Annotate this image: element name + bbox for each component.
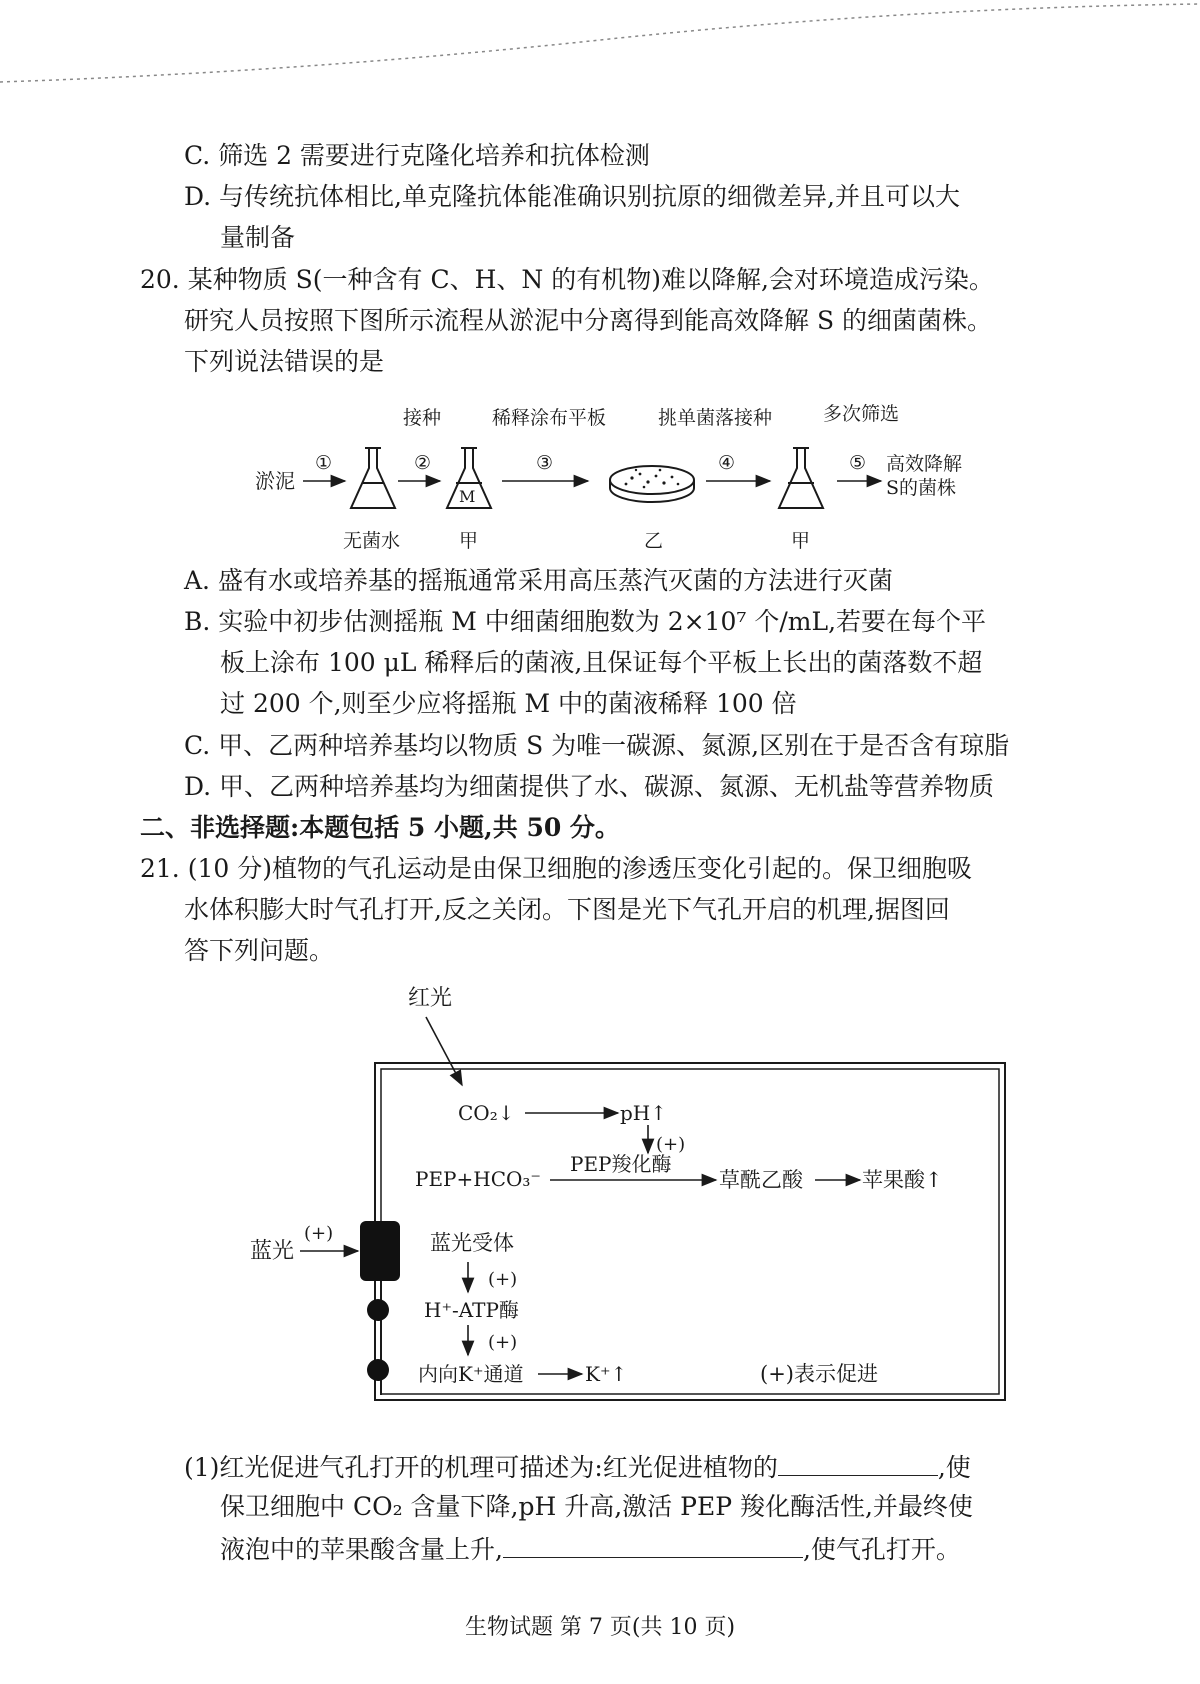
top-dashed-line bbox=[0, 0, 1200, 90]
legend-label: (+)表示促进 bbox=[760, 1362, 878, 1386]
malic-acid-label: 苹果酸↑ bbox=[862, 1168, 943, 1192]
q20-option-b-line1: B. 实验中初步估测摇瓶 M 中细菌细胞数为 2×10⁷ 个/mL,若要在每个平 bbox=[184, 607, 987, 636]
q20-option-d: D. 甲、乙两种培养基均为细菌提供了水、碳源、氮源、无机盐等营养物质 bbox=[184, 772, 995, 801]
isolation-flow-diagram bbox=[240, 400, 1020, 560]
flow-label-screen: 多次筛选 bbox=[823, 403, 900, 425]
dish-colonies bbox=[625, 469, 680, 489]
flow-end-label-2: S的菌株 bbox=[886, 477, 957, 499]
q21-sub1-line1-text: (1)红光促进气孔打开的机理可描述为:红光促进植物的 bbox=[184, 1453, 778, 1482]
q21-sub1-line3-tail: ,使气孔打开。 bbox=[802, 1535, 961, 1564]
flask-jia-2 bbox=[779, 448, 823, 508]
flow-label-inoculate: 接种 bbox=[403, 407, 442, 429]
ph-plus: (+) bbox=[656, 1134, 686, 1155]
blue-light-plus: (+) bbox=[304, 1223, 334, 1244]
q21-stem-line3: 答下列问题。 bbox=[184, 936, 335, 965]
page-footer: 生物试题 第 7 页(共 10 页) bbox=[464, 1615, 736, 1640]
q20-option-b-line3: 过 200 个,则至少应将摇瓶 M 中的菌液稀释 100 倍 bbox=[220, 689, 797, 718]
q21-sub1-line3-text: 液泡中的苹果酸含量上升, bbox=[220, 1535, 503, 1564]
q20-stem-line3: 下列说法错误的是 bbox=[184, 347, 385, 376]
oxaloacetate-label: 草酰乙酸 bbox=[719, 1168, 803, 1192]
petri-dish bbox=[610, 466, 694, 502]
q21-stem-line2: 水体积膨大时气孔打开,反之关闭。下图是光下气孔开启的机理,据图回 bbox=[184, 895, 950, 924]
flow-step2: ② bbox=[414, 452, 432, 474]
flow-step3: ③ bbox=[536, 452, 554, 474]
flow-step4: ④ bbox=[718, 452, 736, 474]
flow-step1: ① bbox=[315, 452, 333, 474]
flow-step5: ⑤ bbox=[849, 452, 867, 474]
section-2-heading: 二、非选择题:本题包括 5 小题,共 50 分。 bbox=[140, 813, 620, 842]
k-channel-label: 内向K⁺通道 bbox=[418, 1362, 524, 1386]
flask1-label: 无菌水 bbox=[343, 530, 401, 552]
q20-stem-line1: 20. 某种物质 S(一种含有 C、H、N 的有机物)难以降解,会对环境造成污染。 bbox=[140, 265, 994, 294]
ph-label: pH↑ bbox=[620, 1101, 668, 1125]
blue-receptor-label: 蓝光受体 bbox=[430, 1231, 514, 1255]
flow-label-dilute: 稀释涂布平板 bbox=[492, 407, 607, 429]
membrane-protein-2 bbox=[367, 1359, 389, 1381]
blue-light-label: 蓝光 bbox=[250, 1239, 295, 1264]
enzyme-label: PEP羧化酶 bbox=[570, 1152, 672, 1176]
atpase-label: H⁺-ATP酶 bbox=[424, 1298, 519, 1322]
pep-label: PEP+HCO₃⁻ bbox=[415, 1167, 541, 1191]
receptor-plus: (+) bbox=[488, 1269, 518, 1290]
q21-stem-line1: 21. (10 分)植物的气孔运动是由保卫细胞的渗透压变化引起的。保卫细胞吸 bbox=[140, 854, 972, 883]
red-light-arrow bbox=[426, 1017, 462, 1085]
k-up-label: K⁺↑ bbox=[585, 1362, 628, 1386]
answer-blank-1[interactable] bbox=[778, 1451, 938, 1476]
flask3-label: 甲 bbox=[791, 530, 811, 552]
flow-start-label: 淤泥 bbox=[255, 469, 295, 493]
flask-sterile-water bbox=[351, 448, 395, 508]
flow-label-pick: 挑单菌落接种 bbox=[658, 407, 773, 429]
flask2-label: 甲 bbox=[459, 530, 479, 552]
q19-option-d-line2: 量制备 bbox=[220, 223, 296, 252]
q21-sub1-line1 bbox=[184, 1451, 971, 1483]
q20-option-b-line2: 板上涂布 100 μL 稀释后的菌液,且保证每个平板上长出的菌落数不超 bbox=[220, 648, 983, 677]
answer-blank-2[interactable] bbox=[503, 1533, 803, 1558]
flask2-mark: M bbox=[459, 487, 476, 506]
q19-option-c: C. 筛选 2 需要进行克隆化培养和抗体检测 bbox=[184, 141, 650, 170]
q21-sub1-line3 bbox=[220, 1533, 961, 1565]
q20-stem-line2: 研究人员按照下图所示流程从淤泥中分离得到能高效降解 S 的细菌菌株。 bbox=[184, 306, 993, 335]
co2-label: CO₂↓ bbox=[458, 1101, 515, 1125]
q19-option-d-line1: D. 与传统抗体相比,单克隆抗体能准确识别抗原的细微差异,并且可以大 bbox=[184, 182, 960, 211]
q21-sub1-line1-tail: ,使 bbox=[937, 1453, 971, 1482]
q20-option-a: A. 盛有水或培养基的摇瓶通常采用高压蒸汽灭菌的方法进行灭菌 bbox=[184, 566, 893, 595]
blue-receptor-block bbox=[360, 1221, 400, 1281]
stomata-mechanism-diagram bbox=[240, 975, 1020, 1425]
membrane-protein-1 bbox=[367, 1299, 389, 1321]
dish-label: 乙 bbox=[644, 530, 664, 552]
atpase-plus: (+) bbox=[488, 1332, 518, 1353]
flow-end-label-1: 高效降解 bbox=[886, 453, 963, 475]
red-light-label: 红光 bbox=[408, 986, 453, 1011]
q20-option-c: C. 甲、乙两种培养基均以物质 S 为唯一碳源、氮源,区别在于是否含有琼脂 bbox=[184, 731, 1010, 760]
q21-sub1-line2: 保卫细胞中 CO₂ 含量下降,pH 升高,激活 PEP 羧化酶活性,并最终使 bbox=[220, 1492, 973, 1521]
